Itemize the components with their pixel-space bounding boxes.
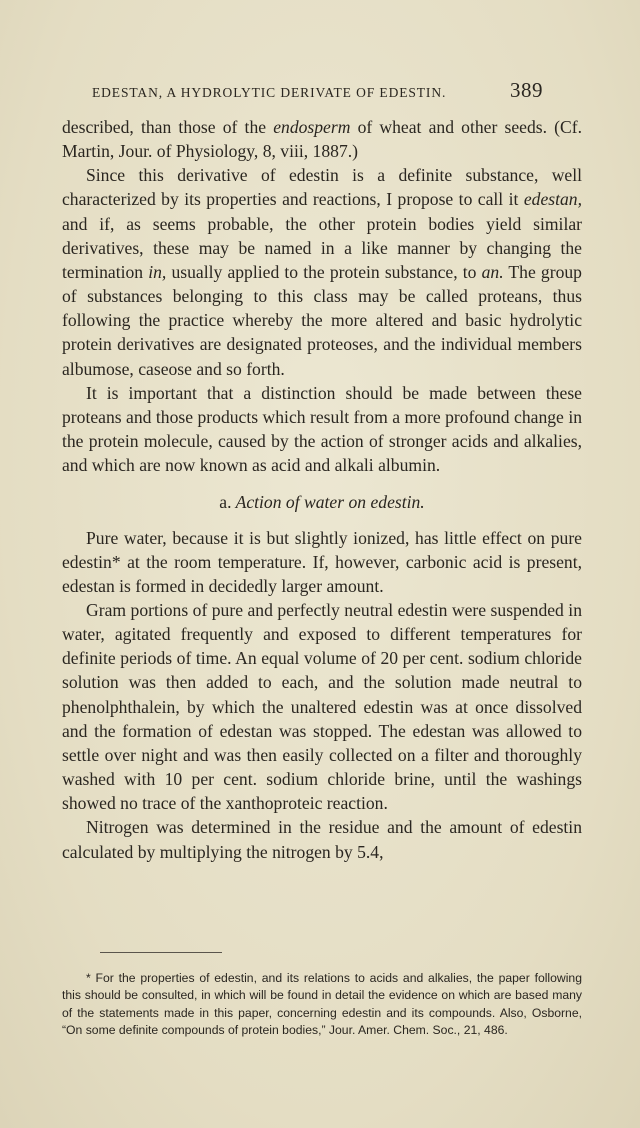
- footnote-rule: [100, 952, 222, 953]
- footnote: * For the properties of edestin, and its relations to acids and alkalies, the paper following this should be consulted, in which will be found in detail the evidence on which are based many of the statements made in this paper, concerning edestin and its compounds. Also, Osborne, “On some definite compounds of protein bodies,” Jour. Amer. Chem. Soc., 21, 486.: [62, 971, 582, 1037]
- running-head: EDESTAN, A HYDROLYTIC DERIVATE OF EDESTIN.: [92, 85, 447, 100]
- section-heading: [62, 490, 582, 514]
- text-run: and if, as seems probable, the other protein bodies yield similar derivatives, these may be named in a like manner by changing the termination: [62, 213, 582, 282]
- paragraph-nitrogen: Nitrogen was determined in the residue and the amount of edestin calculated by multiplying the nitrogen by 5.4,: [62, 817, 582, 862]
- paragraph-distinction: It is important that a distinction should be made between these proteans and those products which result from a more profound change in the protein molecule, caused by the action of stronger acids and alkalies, and which are now known as acid and alkali albumin.: [62, 382, 582, 476]
- section-label: a.: [219, 492, 232, 513]
- page-header: [0, 78, 640, 108]
- text-run: described, than those of the: [62, 117, 274, 137]
- text-run: of wheat and other seeds. (Cf. Martin, Jour. of Physiology, 8, viii, 1887.): [62, 117, 582, 162]
- text-run: usually applied to the protein substance, to: [166, 261, 482, 282]
- italic-term: an.: [481, 261, 504, 282]
- text-run: Since this derivative of edestin is a definite substance, well characterized by its properties and reactions, I propose to call it: [62, 165, 582, 210]
- paragraph-continuation: [62, 115, 582, 163]
- paragraph-gram-portions: Gram portions of pure and perfectly neutral edestin were suspended in water, agitated frequently and exposed to different temperatures for definite periods of time. An equal volume of 20 per cent. sodium chloride solution was then added to each, and the solution made neutral to phenolphthalein, by which the unaltered edestin was at once dissolved and the formation of edestan was stopped. The edestan was allowed to settle over night and was then easily collected on a filter and thoroughly washed with 10 per cent. sodium chloride brine, until the washings showed no trace of the xanthoproteic reaction.: [62, 599, 582, 814]
- page-number: 389: [510, 78, 543, 102]
- text-run: The group of substances belonging to this class may be called proteans, thus following the practice whereby the more altered and basic hydrolytic protein derivatives are designated proteoses, and the individual members albumose, caseose and so forth.: [62, 261, 582, 379]
- paragraph-edestan-naming: [62, 163, 582, 380]
- italic-term: edestan,: [523, 189, 582, 210]
- italic-term: in,: [148, 261, 167, 282]
- paragraph-pure-water: Pure water, because it is but slightly ionized, has little effect on pure edestin* at the room temperature. If, however, carbonic acid is present, edestan is formed in decidedly larger amount.: [62, 527, 582, 596]
- italic-term: endosperm: [273, 117, 351, 137]
- section-title: Action of water on edestin.: [235, 492, 425, 513]
- body-text: [62, 115, 582, 864]
